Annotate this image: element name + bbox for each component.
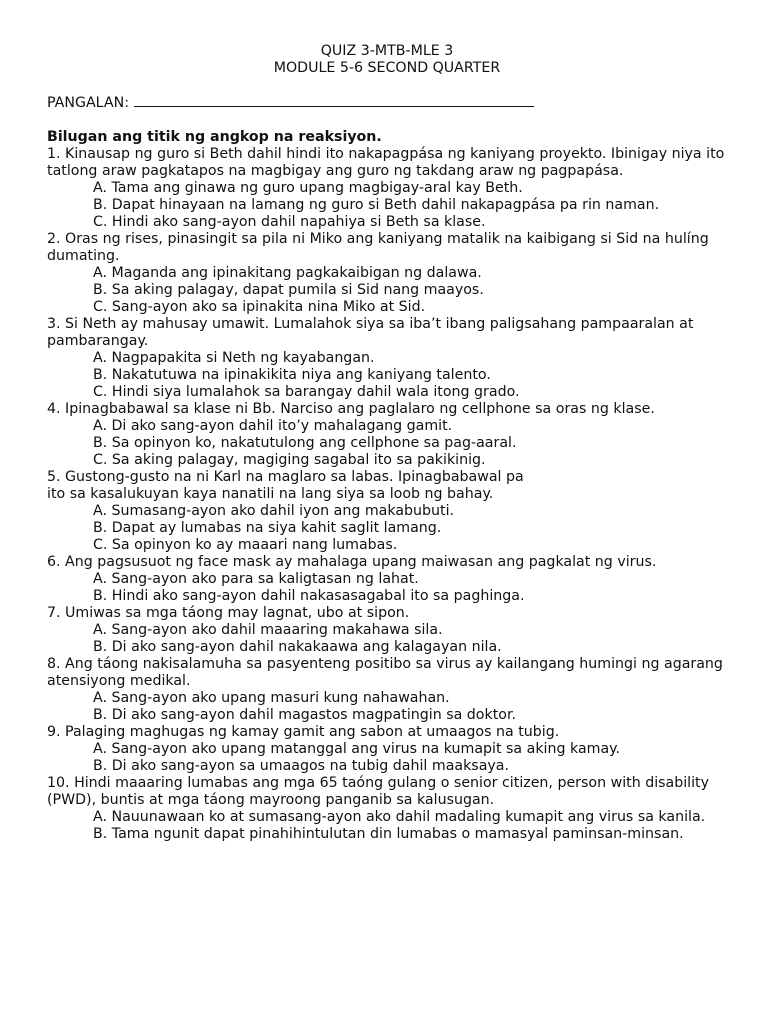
module-subtitle: MODULE 5-6 SECOND QUARTER xyxy=(273,60,501,76)
question-item xyxy=(47,775,727,843)
answer-option: A. Sang-ayon ako upang masuri kung nahawahan. xyxy=(93,690,450,706)
answer-option: B. Sa opinyon ko, nakatutulong ang cellphone sa pag-aaral. xyxy=(93,435,517,451)
question-text: 6. Ang pagsusuot ng face mask ay mahalaga upang maiwasan ang pagkalat ng virus. xyxy=(47,554,657,570)
answer-option: B. Nakatutuwa na ipinakikita niya ang kaniyang talento. xyxy=(93,367,491,383)
answer-option: C. Sang-ayon ako sa ipinakita nina Miko at Sid. xyxy=(93,299,426,315)
answer-option: C. Sa aking palagay, magiging sagabal ito sa pakikinig. xyxy=(93,452,486,468)
question-item xyxy=(47,554,727,605)
question-text-continued: ito sa kasalukuyan kaya nanatili na lang siya sa loob ng bahay. xyxy=(47,486,494,502)
question-text: 8. Ang táong nakisalamuha sa pasyenteng positibo sa virus ay kailangang humingi ng agarang atensiyong medikal. xyxy=(47,656,723,689)
question-item xyxy=(47,605,727,656)
answer-option: A. Sang-ayon ako para sa kaligtasan ng lahat. xyxy=(93,571,419,587)
question-text: 4. Ipinagbabawal sa klase ni Bb. Narciso ang paglalaro ng cellphone sa oras ng klase. xyxy=(47,401,655,417)
answer-option: A. Sang-ayon ako dahil maaaring makahawa sila. xyxy=(93,622,443,638)
answer-option: A. Nauunawaan ko at sumasang-ayon ako dahil madaling kumapit ang virus sa kanila. xyxy=(93,809,706,825)
question-item xyxy=(47,316,727,401)
answer-option: B. Di ako sang-ayon sa umaagos na tubig dahil maaksaya. xyxy=(93,758,509,774)
question-text: 1. Kinausap ng guro si Beth dahil hindi ito nakapagpása ng kaniyang proyekto. Ibinigay niya ito tatlong araw pagkatapos na magbigay ang guro ng takdang araw ng pagpapása. xyxy=(47,146,725,179)
quiz-title: QUIZ 3-MTB-MLE 3 xyxy=(320,43,454,59)
name-label: PANGALAN: xyxy=(47,95,129,111)
answer-option: C. Sa opinyon ko ay maaari nang lumabas. xyxy=(93,537,398,553)
name-field-row xyxy=(47,94,727,112)
answer-option: B. Di ako sang-ayon dahil magastos magpatingin sa doktor. xyxy=(93,707,516,723)
question-item xyxy=(47,656,727,724)
answer-option: A. Sang-ayon ako upang matanggal ang virus na kumapit sa aking kamay. xyxy=(93,741,621,757)
question-text: 9. Palaging maghugas ng kamay gamit ang sabon at umaagos na tubig. xyxy=(47,724,560,740)
question-item xyxy=(47,401,727,469)
question-list xyxy=(47,146,727,843)
answer-option: B. Tama ngunit dapat pinahihintulutan din lumabas o mamasyal paminsan-minsan. xyxy=(93,826,684,842)
answer-option: A. Maganda ang ipinakitang pagkakaibigan ng dalawa. xyxy=(93,265,482,281)
answer-option: B. Dapat hinayaan na lamang ng guro si Beth dahil nakapagpása pa rin naman. xyxy=(93,197,660,213)
document-header xyxy=(47,43,727,77)
answer-option: A. Nagpapakita si Neth ng kayabangan. xyxy=(93,350,375,366)
answer-option: A. Sumasang-ayon ako dahil iyon ang makabubuti. xyxy=(93,503,455,519)
answer-option: B. Hindi ako sang-ayon dahil nakasasagabal ito sa paghinga. xyxy=(93,588,525,604)
answer-option: A. Di ako sang-ayon dahil ito’y mahalagang gamit. xyxy=(93,418,453,434)
question-text: 3. Si Neth ay mahusay umawit. Lumalahok siya sa iba’t ibang paligsahang pampaaralan at pambarangay. xyxy=(47,316,694,349)
question-text: 2. Oras ng rises, pinasingit sa pila ni Miko ang kaniyang matalik na kaibigang si Sid na hulíng dumating. xyxy=(47,231,709,264)
instruction-heading: Bilugan ang titik ng angkop na reaksiyon. xyxy=(47,129,382,145)
quiz-document xyxy=(47,43,727,843)
question-item xyxy=(47,724,727,775)
name-blank-line xyxy=(134,94,534,107)
question-item xyxy=(47,469,727,554)
answer-option: C. Hindi ako sang-ayon dahil napahiya si Beth sa klase. xyxy=(93,214,486,230)
question-text: 7. Umiwas sa mga táong may lagnat, ubo at sipon. xyxy=(47,605,410,621)
answer-option: B. Sa aking palagay, dapat pumila si Sid nang maayos. xyxy=(93,282,484,298)
question-text: 5. Gustong-gusto na ni Karl na maglaro sa labas. Ipinagbabawal pa xyxy=(47,469,524,485)
answer-option: B. Dapat ay lumabas na siya kahit saglit lamang. xyxy=(93,520,442,536)
question-text: 10. Hindi maaaring lumabas ang mga 65 taóng gulang o senior citizen, person with disability (PWD), buntis at mga táong mayroong panganib sa kalusugan. xyxy=(47,775,710,808)
question-item xyxy=(47,146,727,231)
answer-option: A. Tama ang ginawa ng guro upang magbigay-aral kay Beth. xyxy=(93,180,523,196)
question-item xyxy=(47,231,727,316)
answer-option: C. Hindi siya lumalahok sa barangay dahil wala itong grado. xyxy=(93,384,520,400)
answer-option: B. Di ako sang-ayon dahil nakakaawa ang kalagayan nila. xyxy=(93,639,502,655)
